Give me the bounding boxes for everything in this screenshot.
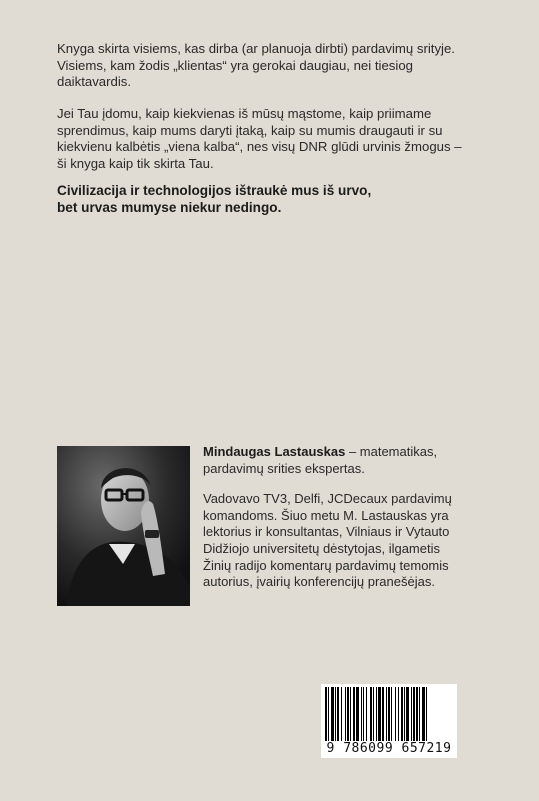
author-photo bbox=[57, 446, 190, 606]
barcode-bars bbox=[325, 687, 453, 741]
author-bio bbox=[203, 444, 458, 591]
author-bio-text: Vadovavo TV3, Delfi, JCDecaux pardavimų komandoms. Šiuo metu M. Lastauskas yra lektorius ir konsultantas, Vilniaus ir Vytauto Didžiojo universitetų dėstytojas, ilgametis Žinių radijo komentarų pardavimų temomis autorius, įvairių konferencijų pranešėjas. bbox=[203, 491, 452, 590]
description-paragraph-1: Knyga skirta visiems, kas dirba (ar planuoja dirbti) pardavimų srityje. Visiems, kam žodis „klientas“ yra gerokai daugiau, nei tiesiog daiktavardis. bbox=[57, 41, 455, 89]
description-tagline bbox=[57, 182, 463, 216]
tagline-line-2: bet urvas mumyse niekur nedingo. bbox=[57, 200, 282, 215]
isbn-barcode bbox=[321, 684, 457, 758]
isbn-number: 9 786099 657219 bbox=[326, 741, 452, 756]
author-name: Mindaugas Lastauskas bbox=[203, 444, 346, 459]
description-paragraph-2: Jei Tau įdomu, kaip kiekvienas iš mūsų mąstome, kaip priimame sprendimus, kaip mums daryti įtaką, kaip su mumis draugauti ir su kiekvienu kalbėtis „viena kalba“, nes visų DNR glūdi urvinis žmogus – ši knyga kaip tik skirta Tau. bbox=[57, 106, 462, 171]
author-intro: – matematikas, pardavimų srities ekspertas. bbox=[203, 444, 438, 476]
tagline-line-1: Civilizacija ir technologijos ištraukė mus iš urvo, bbox=[57, 183, 372, 198]
